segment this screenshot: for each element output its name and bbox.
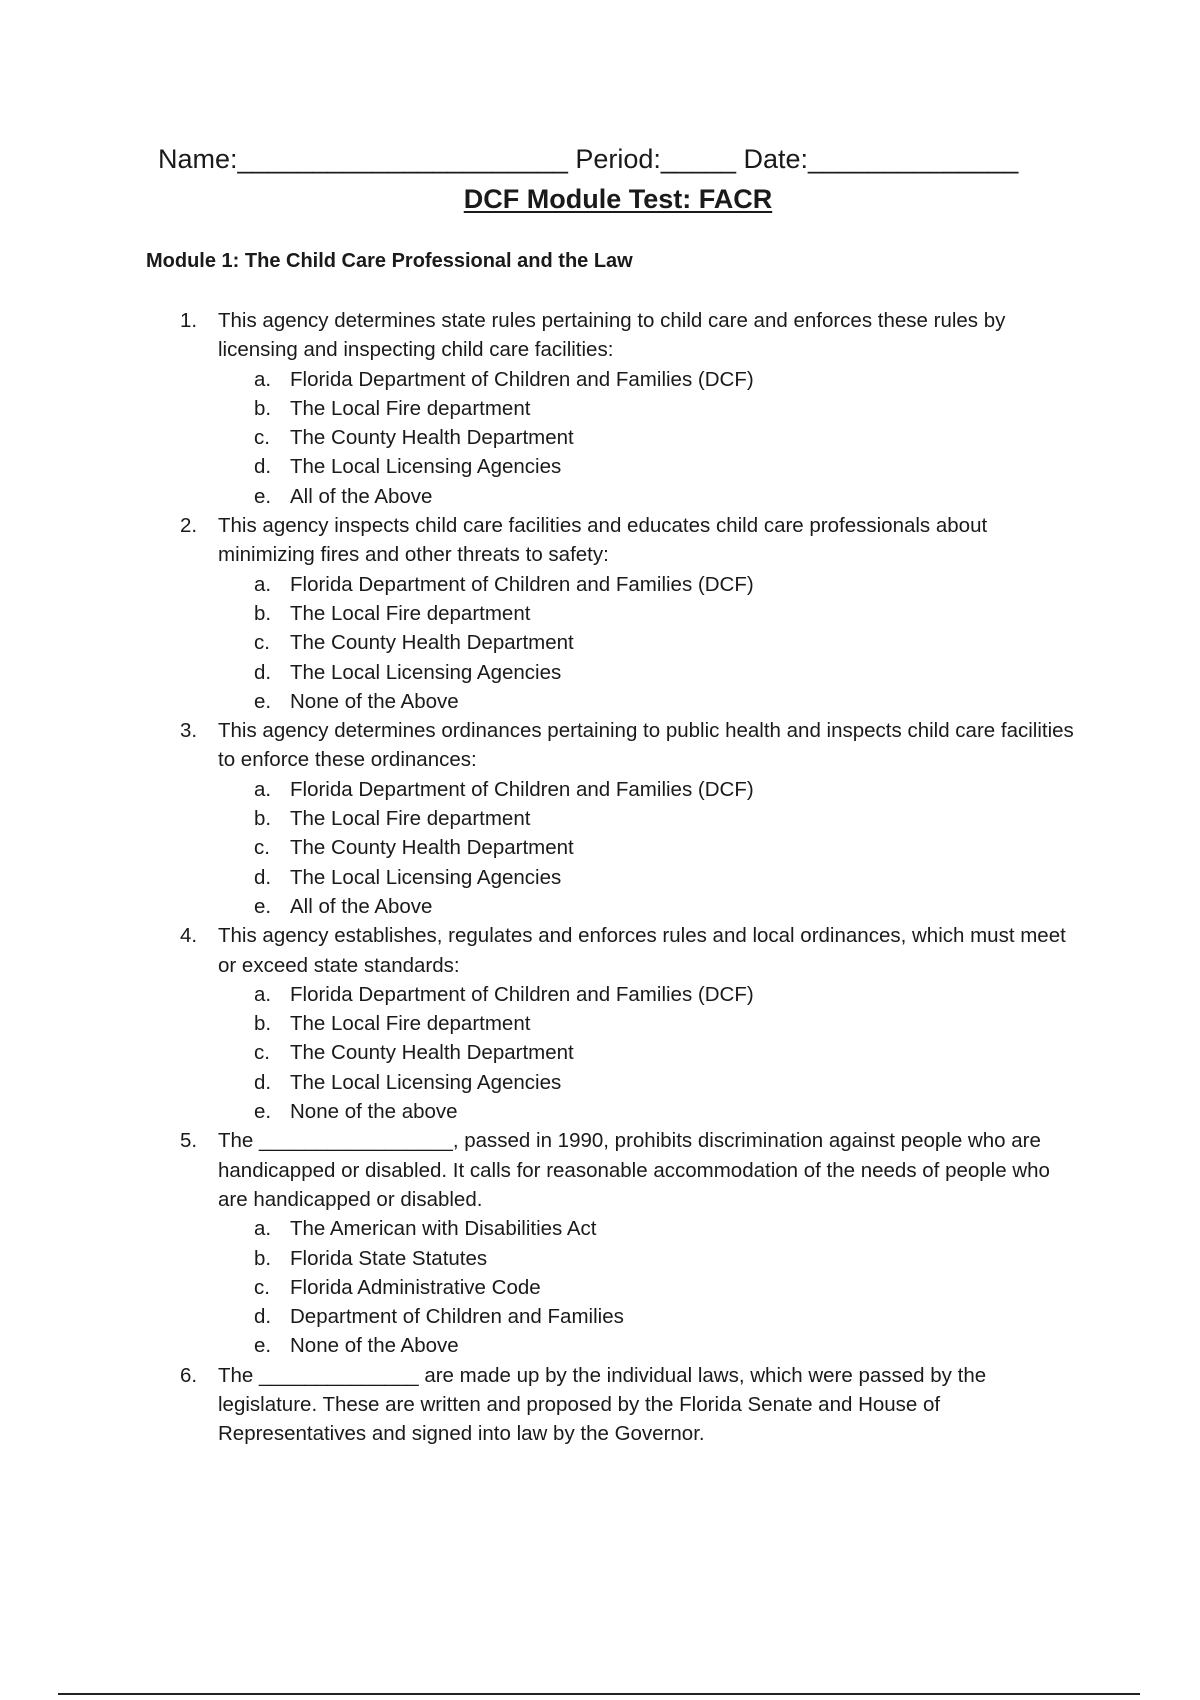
question-text: This agency determines state rules pertaining to child care and enforces these rules by licensing and inspecting child care facilities: xyxy=(218,309,1006,362)
question-text: This agency determines ordinances pertaining to public health and inspects child care facilities to enforce these ordinances: xyxy=(218,719,1074,772)
question-number: 5. xyxy=(180,1129,198,1153)
option-text: None of the above xyxy=(290,1100,458,1124)
option-text: Florida Department of Children and Families (DCF) xyxy=(290,367,754,391)
question-number: 2. xyxy=(180,514,198,538)
question-5 xyxy=(180,1126,1080,1360)
option-text: The American with Disabilities Act xyxy=(290,1217,597,1241)
answer-option xyxy=(180,775,1080,804)
option-letter: e. xyxy=(254,894,272,918)
option-text: The Local Fire department xyxy=(290,601,531,625)
answer-option xyxy=(180,599,1080,628)
answer-option xyxy=(180,687,1080,716)
option-letter: c. xyxy=(254,631,270,655)
option-letter: c. xyxy=(254,1275,270,1299)
option-letter: d. xyxy=(254,1070,272,1094)
answer-option xyxy=(180,804,1080,833)
option-letter: d. xyxy=(254,660,272,684)
answer-option xyxy=(180,1068,1080,1097)
answer-option xyxy=(180,394,1080,423)
answer-option xyxy=(180,892,1080,921)
question-number: 6. xyxy=(180,1363,198,1387)
option-text: The Local Licensing Agencies xyxy=(290,660,562,684)
question-4 xyxy=(180,921,1080,1126)
question-text: The ______________ are made up by the individual laws, which were passed by the legislature. These are written and proposed by the Florida Senate and House of Representatives and signed into law by the Governor. xyxy=(218,1363,987,1446)
question-2 xyxy=(180,511,1080,716)
answer-option xyxy=(180,833,1080,862)
answer-option xyxy=(180,1009,1080,1038)
option-letter: e. xyxy=(254,1100,272,1124)
option-text: The Local Licensing Agencies xyxy=(290,865,562,889)
option-letter: a. xyxy=(254,367,272,391)
option-letter: a. xyxy=(254,777,272,801)
option-text: The County Health Department xyxy=(290,836,574,860)
option-text: The Local Fire department xyxy=(290,1012,531,1036)
option-letter: a. xyxy=(254,982,272,1006)
option-letter: b. xyxy=(254,396,272,420)
question-text: This agency inspects child care facilities and educates child care professionals about minimizing fires and other threats to safety: xyxy=(218,514,988,567)
question-text: This agency establishes, regulates and enforces rules and local ordinances, which must meet or exceed state standards: xyxy=(218,924,1066,977)
option-text: None of the Above xyxy=(290,1334,459,1358)
answer-option xyxy=(180,365,1080,394)
answer-option xyxy=(180,628,1080,657)
answer-option xyxy=(180,658,1080,687)
option-letter: d. xyxy=(254,865,272,889)
option-text: Florida Department of Children and Families (DCF) xyxy=(290,777,754,801)
option-letter: e. xyxy=(254,1334,272,1358)
footer-rule xyxy=(58,1693,1140,1695)
option-text: The Local Licensing Agencies xyxy=(290,455,562,479)
question-text: The _________________, passed in 1990, prohibits discrimination against people who are handicapped or disabled. It calls for reasonable accommodation of the needs of people who are handicapped or disabled. xyxy=(218,1129,1050,1211)
option-letter: c. xyxy=(254,426,270,450)
answer-option xyxy=(180,482,1080,511)
question-number: 3. xyxy=(180,719,198,743)
option-letter: e. xyxy=(254,689,272,713)
option-text: Florida State Statutes xyxy=(290,1246,488,1270)
answer-option xyxy=(180,1097,1080,1126)
answer-option xyxy=(180,1038,1080,1067)
option-letter: a. xyxy=(254,1217,272,1241)
answer-option xyxy=(180,570,1080,599)
option-letter: a. xyxy=(254,572,272,596)
option-text: The County Health Department xyxy=(290,1041,574,1065)
option-letter: d. xyxy=(254,1305,272,1329)
option-text: Florida Administrative Code xyxy=(290,1275,541,1299)
answer-option xyxy=(180,863,1080,892)
name-period-date-line: Name:______________________ Period:_____ Date:______________ xyxy=(158,144,1019,174)
answer-option xyxy=(180,423,1080,452)
option-text: The Local Fire department xyxy=(290,807,531,831)
question-1 xyxy=(180,306,1080,511)
document-title: DCF Module Test: FACR xyxy=(463,184,773,214)
answer-option xyxy=(180,1331,1080,1360)
option-text: Florida Department of Children and Families (DCF) xyxy=(290,572,754,596)
answer-option xyxy=(180,1244,1080,1273)
option-text: The County Health Department xyxy=(290,426,574,450)
answer-option xyxy=(180,1273,1080,1302)
option-text: All of the Above xyxy=(290,484,433,508)
option-letter: d. xyxy=(254,455,272,479)
option-letter: c. xyxy=(254,1041,270,1065)
question-number: 4. xyxy=(180,924,198,948)
question-number: 1. xyxy=(180,309,198,332)
option-letter: e. xyxy=(254,484,272,508)
option-text: The Local Fire department xyxy=(290,396,531,420)
option-text: The County Health Department xyxy=(290,631,574,655)
option-text: None of the Above xyxy=(290,689,459,713)
option-text: Department of Children and Families xyxy=(290,1305,624,1329)
answer-option xyxy=(180,452,1080,481)
answer-option xyxy=(180,980,1080,1009)
answer-option xyxy=(180,1214,1080,1243)
option-text: All of the Above xyxy=(290,894,433,918)
option-text: Florida Department of Children and Families (DCF) xyxy=(290,982,754,1006)
option-letter: b. xyxy=(254,601,272,625)
option-text: The Local Licensing Agencies xyxy=(290,1070,562,1094)
option-letter: b. xyxy=(254,1246,272,1270)
option-letter: c. xyxy=(254,836,270,860)
answer-option xyxy=(180,1302,1080,1331)
question-list xyxy=(180,306,1080,1449)
option-letter: b. xyxy=(254,1012,272,1036)
question-3 xyxy=(180,716,1080,921)
option-letter: b. xyxy=(254,807,272,831)
module-heading: Module 1: The Child Care Professional and the Law xyxy=(146,250,633,272)
question-6 xyxy=(180,1361,1080,1449)
